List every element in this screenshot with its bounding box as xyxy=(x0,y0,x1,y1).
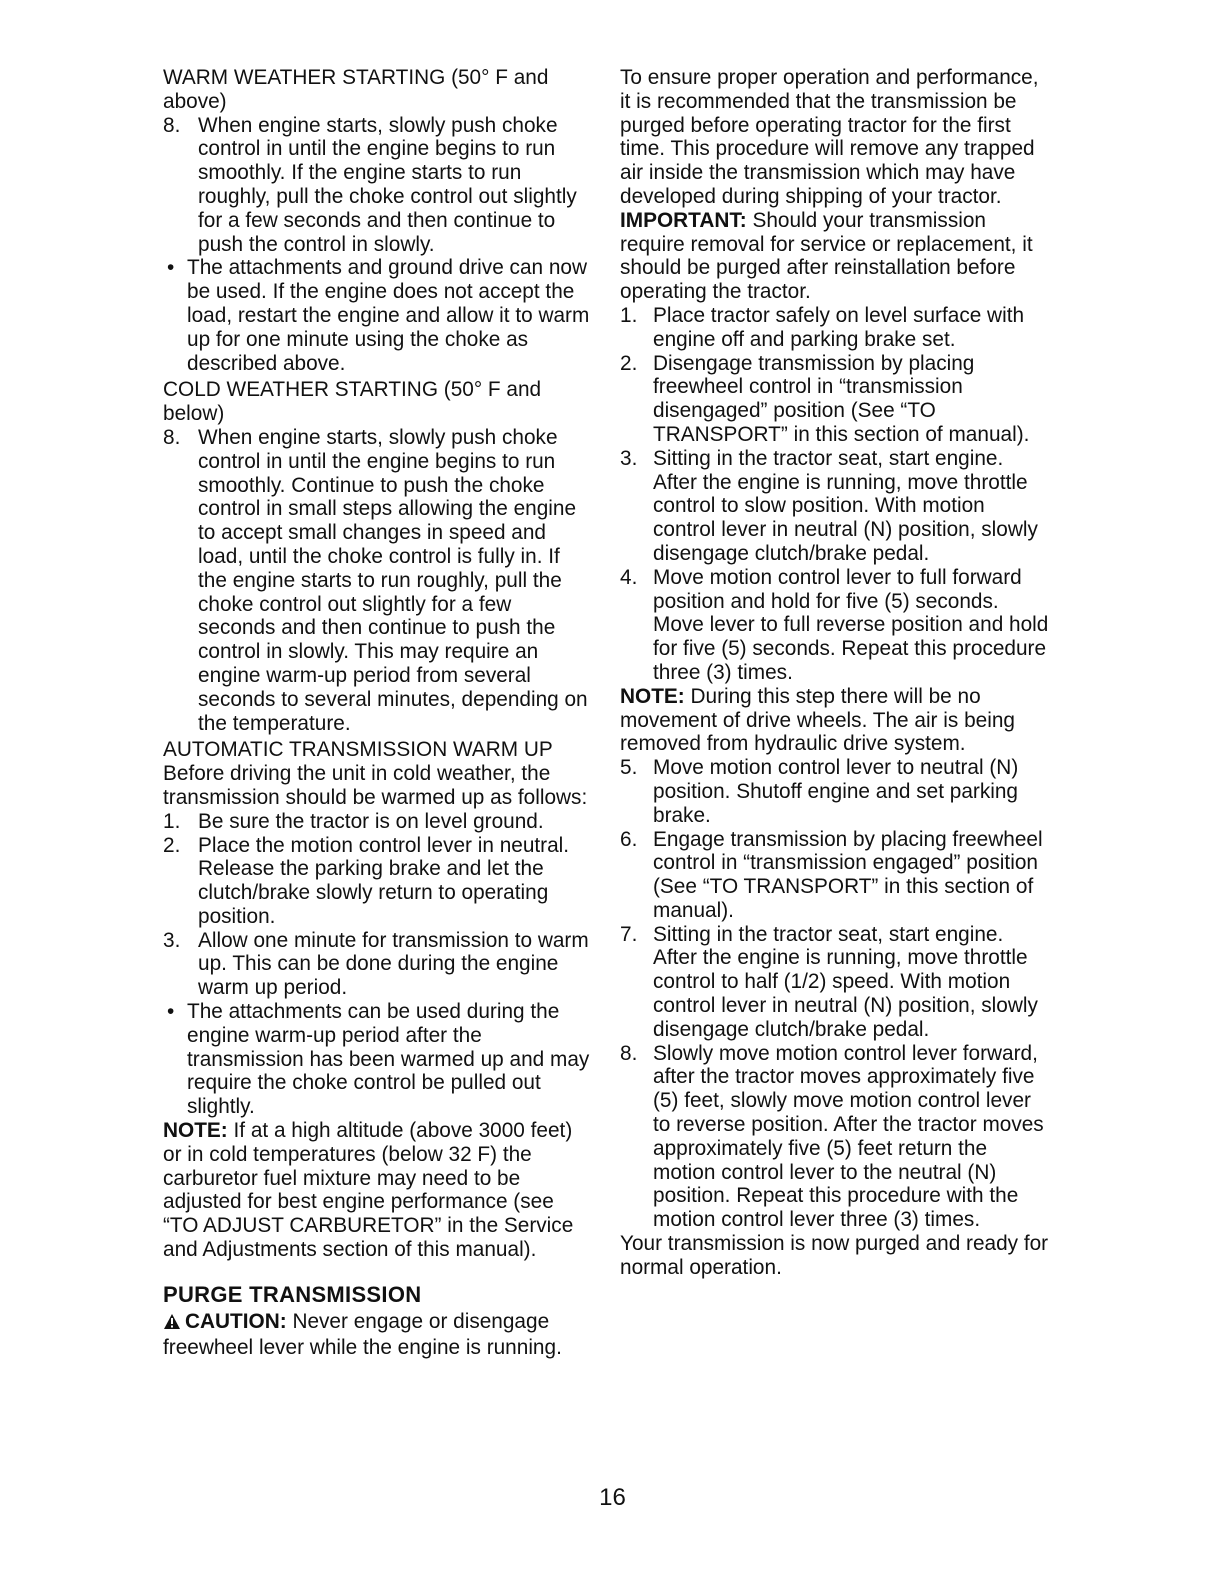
step-text: Slowly move motion control lever forward, after the tractor moves approximately five (5) feet, slowly move motion control lever to reverse position. After the tractor moves approximately five (5) feet return the motion control lever to the neutral (N) position. Repeat this procedure with the motion control lever three (3) times. xyxy=(653,1041,1044,1232)
step-text: Disengage transmission by placing freewheel control in “transmission disengaged” position (See “TO TRANSPORT” in this section of manual). xyxy=(653,351,1030,446)
purge-step-7 xyxy=(620,923,1050,1042)
warm-bullet xyxy=(163,256,593,375)
note-label: NOTE: xyxy=(620,684,685,708)
purge-intro: To ensure proper operation and performance, it is recommended that the transmission be purged before operating tractor for the first time. This procedure will remove any trapped air inside the transmission which may have developed during shipping of your tractor. xyxy=(620,66,1039,208)
auto-bullet xyxy=(163,1000,593,1119)
step-number: 1. xyxy=(163,809,181,833)
purge-step-3 xyxy=(620,447,1050,566)
step-text: Be sure the tractor is on level ground. xyxy=(198,809,544,833)
caution-notice xyxy=(163,1310,593,1360)
step-text: Move motion control lever to neutral (N) position. Shutoff engine and set parking brake. xyxy=(653,756,1019,827)
step-number: 8. xyxy=(620,1041,638,1065)
step-number: 2. xyxy=(163,833,181,857)
purge-step-5 xyxy=(620,756,1050,827)
step-number: 2. xyxy=(620,351,638,375)
step-number: 7. xyxy=(620,922,638,946)
note-text: During this step there will be no movement of drive wheels. The air is being removed from hydraulic drive system. xyxy=(620,684,1015,756)
step-text: Move motion control lever to full forward position and hold for five (5) seconds. Move lever to full reverse position and hold for five (5) seconds. Repeat this procedure three (3) times. xyxy=(653,565,1049,684)
bullet-text: The attachments and ground drive can now be used. If the engine does not accept the load, restart the engine and allow it to warm up for one minute using the choke as described above. xyxy=(187,256,590,375)
auto-intro: Before driving the unit in cold weather, the transmission should be warmed up as follows: xyxy=(163,762,588,809)
important-notice xyxy=(620,209,1050,304)
step-text: Sitting in the tractor seat, start engine. After the engine is running, move throttle control to slow position. With motion control lever in neutral (N) position, slowly disengage clutch/brake pedal. xyxy=(653,446,1038,565)
step-number: 4. xyxy=(620,565,638,589)
purge-step-4 xyxy=(620,566,1050,685)
warm-weather-heading: WARM WEATHER STARTING (50° F and above) xyxy=(163,66,549,113)
step-text: When engine starts, slowly push choke control in until the engine begins to run smoothly. If the engine starts to run roughly, pull the choke control out slightly for a few seconds and then continue to push the control in slowly. xyxy=(198,113,577,256)
cold-step-8 xyxy=(163,426,593,735)
important-text: Should your transmission require removal for service or replacement, it should be purged after reinstallation before operating the tractor. xyxy=(620,208,1033,304)
step-text: When engine starts, slowly push choke control in until the engine begins to run smoothly. Continue to push the choke control in small steps allowing the engine to accept small changes in speed and load, until the choke control is fully in. If the engine starts to run roughly, pull the choke control out slightly for a few seconds and then continue to push the control in slowly. This may require an engine warm-up period from several seconds to several minutes, depending on the temperature. xyxy=(198,425,588,735)
step-number: 5. xyxy=(620,756,638,780)
step-text: Place tractor safely on level surface with engine off and parking brake set. xyxy=(653,303,1025,351)
purge-closing: Your transmission is now purged and ready for normal operation. xyxy=(620,1232,1049,1279)
step-text: Place the motion control lever in neutral. Release the parking brake and let the clutch/brake slowly return to operating position. xyxy=(198,833,570,928)
step-text: Sitting in the tractor seat, start engine. After the engine is running, move throttle control to half (1/2) speed. With motion control lever in neutral (N) position, slowly disengage clutch/brake pedal. xyxy=(653,922,1038,1041)
step-number: 8. xyxy=(163,113,181,137)
cold-weather-heading: COLD WEATHER STARTING (50° F and below) xyxy=(163,378,542,426)
auto-step-2 xyxy=(163,834,593,929)
bullet-icon: • xyxy=(167,1000,175,1024)
purge-step-6 xyxy=(620,828,1050,923)
warning-triangle-icon xyxy=(163,1312,181,1336)
step-number: 3. xyxy=(620,446,638,470)
step-number: 1. xyxy=(620,303,638,327)
auto-transmission-heading: AUTOMATIC TRANSMISSION WARM UP xyxy=(163,738,553,762)
bullet-icon: • xyxy=(167,256,175,280)
step-number: 8. xyxy=(163,425,181,449)
page-number: 16 xyxy=(599,1484,626,1511)
bullet-text: The attachments can be used during the engine warm-up period after the transmission has been warmed up and may require the choke control be pulled out slightly. xyxy=(187,1000,590,1119)
caution-text: Never engage or disengage freewheel lever while the engine is running. xyxy=(163,1309,562,1359)
step-number: 3. xyxy=(163,928,181,952)
left-column xyxy=(163,66,593,1359)
drive-wheels-note xyxy=(620,685,1050,756)
right-column xyxy=(620,66,1050,1280)
auto-step-3 xyxy=(163,929,593,1000)
caution-label: CAUTION: xyxy=(185,1309,287,1333)
step-text: Engage transmission by placing freewheel control in “transmission engaged” position (See “TO TRANSPORT” in this section of manual). xyxy=(653,827,1043,922)
note-label: NOTE: xyxy=(163,1119,228,1143)
note-text: If at a high altitude (above 3000 feet) or in cold temperatures (below 32 F) the carburetor fuel mixture may need to be adjusted for best engine performance (see “TO ADJUST CARBURETOR” in the Service and Adjustments section of this manual). xyxy=(163,1119,574,1262)
important-label: IMPORTANT: xyxy=(620,208,747,232)
purge-step-8 xyxy=(620,1042,1050,1232)
purge-transmission-title: PURGE TRANSMISSION xyxy=(163,1281,422,1307)
purge-step-1 xyxy=(620,304,1050,352)
warm-step-8 xyxy=(163,114,593,257)
auto-step-1 xyxy=(163,810,593,834)
step-number: 6. xyxy=(620,827,638,851)
purge-step-2 xyxy=(620,352,1050,447)
step-text: Allow one minute for transmission to warm up. This can be done during the engine warm up period. xyxy=(198,928,589,1000)
altitude-note xyxy=(163,1119,593,1262)
